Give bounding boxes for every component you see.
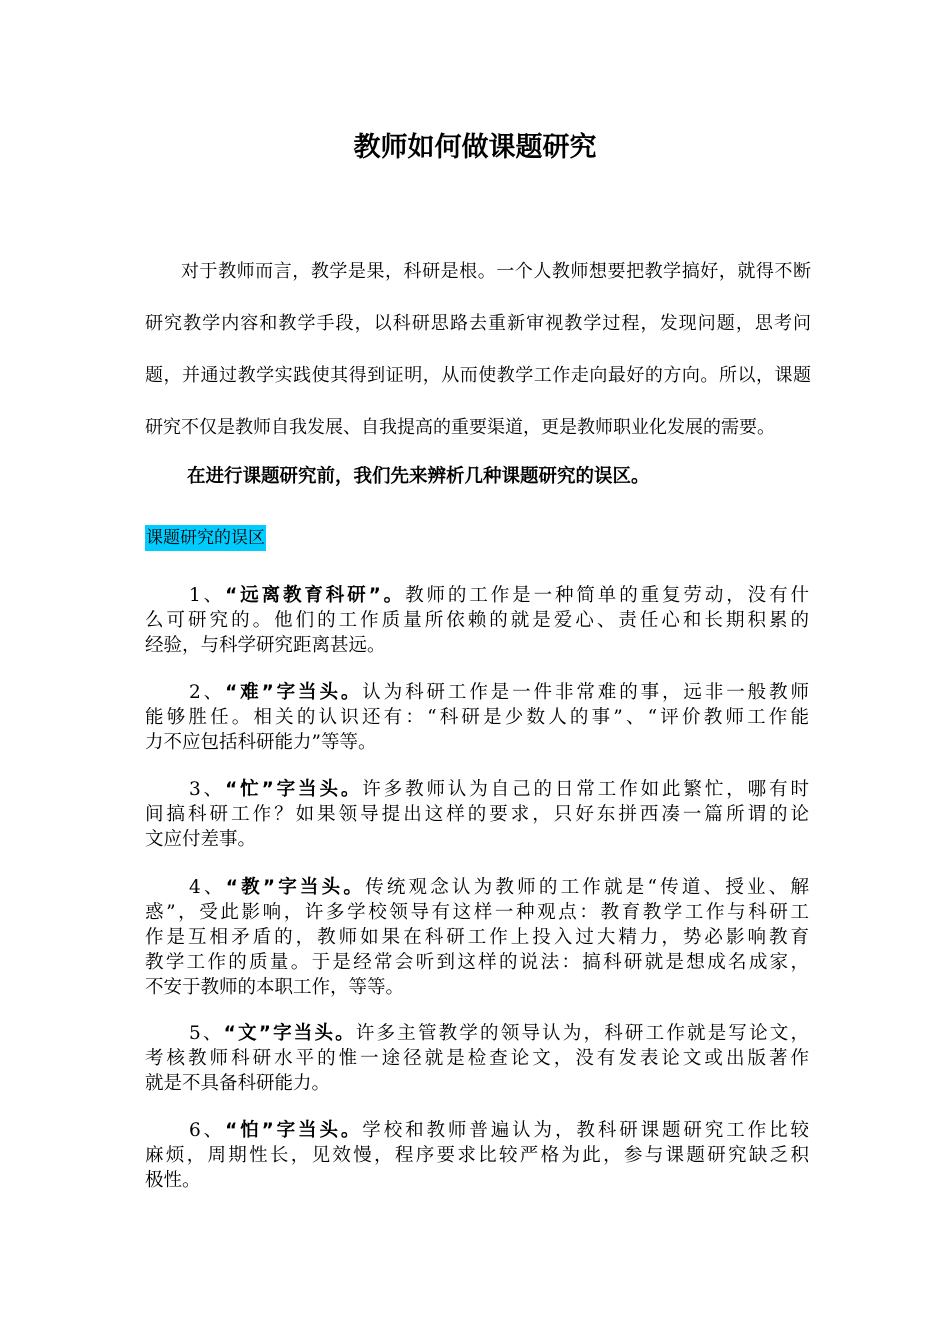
item-number: 2、 bbox=[189, 682, 226, 703]
list-item bbox=[145, 1021, 809, 1096]
item-heading: “远离教育科研”。 bbox=[225, 585, 406, 606]
intro-line: 对于教师而言，教学是果，科研是根。一个人教师想要把教学搞好，就得不断 bbox=[181, 261, 811, 282]
item-heading: “文”字当头。 bbox=[223, 1023, 356, 1044]
item-number: 4、 bbox=[189, 877, 226, 898]
item-text: 学校和教师普遍认为，教科研课题研究工作比较 bbox=[362, 1120, 809, 1141]
item-first-line bbox=[145, 680, 809, 705]
item-number: 6、 bbox=[189, 1120, 226, 1141]
item-first-line bbox=[145, 583, 809, 608]
item-line: 间搞科研工作？如果领导提出这样的要求，只好东拼西凑一篇所谓的论 bbox=[145, 804, 809, 825]
item-line: 考核教师科研水平的惟一途径就是检查论文，没有发表论文或出版著作 bbox=[145, 1048, 809, 1069]
item-line: 力不应包括科研能力”等等。 bbox=[145, 732, 377, 753]
item-number: 5、 bbox=[189, 1023, 224, 1044]
item-first-line bbox=[145, 1118, 809, 1143]
item-line: 惑”，受此影响，许多学校领导有这样一种观点：教育教学工作与科研工 bbox=[145, 902, 809, 923]
item-number: 3、 bbox=[189, 779, 226, 800]
section-heading: 课题研究的误区 bbox=[145, 525, 266, 551]
item-first-line bbox=[145, 777, 809, 802]
item-line: 能够胜任。相关的认识还有：“科研是少数人的事”、“评价教师工作能 bbox=[145, 707, 809, 728]
item-text: 教师的工作是一种简单的重复劳动，没有什 bbox=[405, 585, 809, 606]
item-line: 就是不具备科研能力。 bbox=[145, 1073, 331, 1094]
item-line: 作是互相矛盾的，教师如果在科研工作上投入过大精力，势必影响教育 bbox=[145, 927, 809, 948]
item-heading: “难”字当头。 bbox=[225, 682, 363, 703]
item-first-line bbox=[145, 875, 809, 900]
document-title: 教师如何做课题研究 bbox=[353, 132, 597, 163]
item-heading: “忙”字当头。 bbox=[225, 779, 363, 800]
item-line: 教学工作的质量。于是经常会听到这样的说法：搞科研就是想成名成家， bbox=[145, 952, 809, 973]
intro-line: 研究不仅是教师自我发展、自我提高的重要渠道，更是教师职业化发展的需要。 bbox=[145, 417, 775, 438]
item-line: 不安于教师的本职工作，等等。 bbox=[145, 977, 405, 998]
intro-line: 题，并通过教学实践使其得到证明，从而使教学工作走向最好的方向。所以，课题 bbox=[145, 365, 811, 386]
item-text: 认为科研工作是一件非常难的事，远非一般教师 bbox=[362, 682, 809, 703]
item-line: 麻烦，周期性长，见效慢，程序要求比较严格为此，参与课题研究缺乏积 bbox=[145, 1145, 809, 1166]
item-number: 1、 bbox=[189, 585, 226, 606]
item-text: 许多主管教学的领导认为，科研工作就是写论文， bbox=[355, 1023, 809, 1044]
item-heading: “怕”字当头。 bbox=[225, 1120, 363, 1141]
item-text: 传统观念认为教师的工作就是“传道、授业、解 bbox=[365, 877, 809, 898]
item-line: 文应付差事。 bbox=[145, 829, 257, 850]
item-text: 许多教师认为自己的日常工作如此繁忙，哪有时 bbox=[362, 779, 809, 800]
item-line: 么可研究的。他们的工作质量所依赖的就是爱心、责任心和长期积累的 bbox=[145, 610, 809, 631]
item-heading: “教”字当头。 bbox=[225, 877, 366, 898]
list-item bbox=[145, 1118, 809, 1193]
item-line: 极性。 bbox=[145, 1170, 201, 1191]
list-item bbox=[145, 583, 809, 658]
list-item bbox=[145, 680, 809, 755]
lead-sentence: 在进行课题研究前，我们先来辨析几种课题研究的误区。 bbox=[187, 466, 650, 487]
list-item bbox=[145, 777, 809, 852]
list-item bbox=[145, 875, 809, 1000]
intro-line: 研究教学内容和教学手段，以科研思路去重新审视教学过程，发现问题，思考问 bbox=[145, 313, 811, 334]
item-line: 经验，与科学研究距离甚远。 bbox=[145, 635, 386, 656]
item-first-line bbox=[145, 1021, 809, 1046]
intro-paragraph bbox=[145, 252, 811, 460]
